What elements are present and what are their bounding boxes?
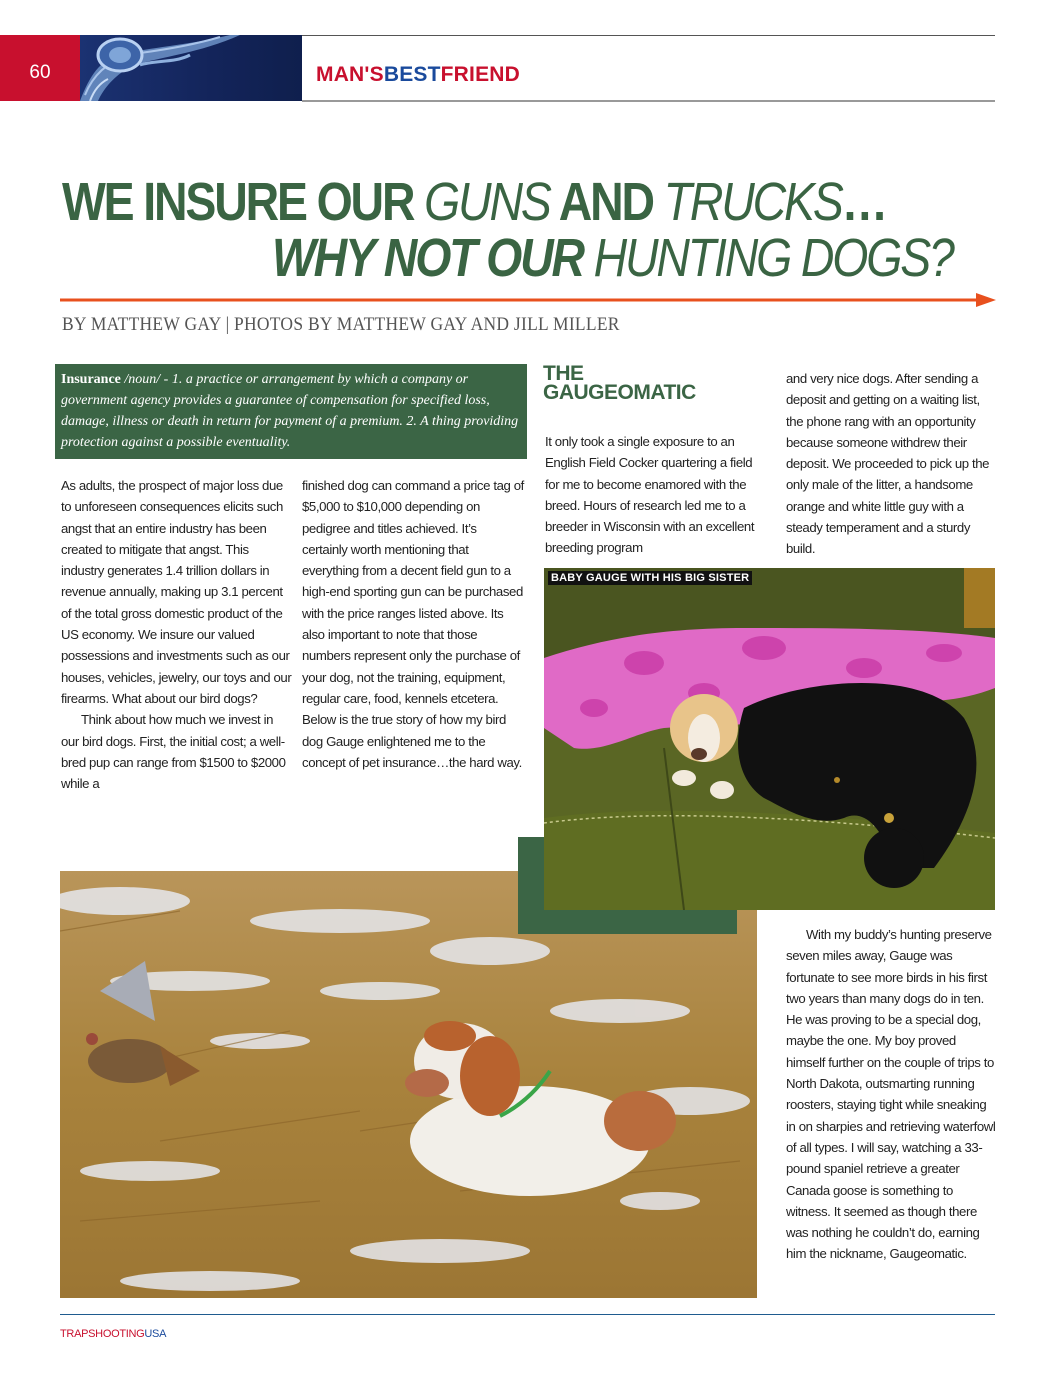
photo-baby-gauge-with-sister: [544, 568, 995, 910]
headline-line-1: WE INSURE OUR GUNS AND TRUCKS…: [62, 172, 886, 232]
body-column-2: [302, 475, 524, 773]
paragraph: finished dog can command a price tag of $5,000 to $10,000 depending on pedigree and titles achieved. It’s certainly worth mentioning that everything from a decent field gun to a high-end sporting gun can be purchased with the price ranges listed above. Its also important to note that those numbers represent only the purchase of your dog, not the training, equipment, regular care, food, kennels etcetera. Below is the true story of how my bird dog Gauge enlightened me to the concept of pet insurance…the hard way.: [302, 478, 524, 770]
puppy-and-lab-photo-icon: [544, 568, 995, 910]
paragraph: It only took a single exposure to an English Field Cocker quartering a field for me to become enamored with the breed. Hours of research led me to a breeder in Wisconsin with an excellent breeding program: [545, 434, 755, 556]
baroque-scroll-ornament-icon: [80, 35, 302, 101]
body-column-3: [545, 431, 767, 559]
spaniel-and-partridge-photo-icon: [60, 871, 757, 1298]
subhead-gaugeomatic: THE GAUGEOMATIC: [543, 362, 696, 404]
page-number: [0, 35, 80, 101]
header-rule-bottom: [302, 100, 995, 102]
headline-line-2: WHY NOT OUR HUNTING DOGS?: [272, 228, 953, 288]
definition-term: Insurance: [61, 372, 121, 387]
footer-brand: TRAPSHOOTINGUSA: [60, 1328, 167, 1340]
body-column-5: [786, 924, 998, 1265]
page-number-text: 60: [29, 62, 51, 83]
arrow-rule-icon: [60, 292, 996, 308]
header-rule-top: [302, 35, 995, 36]
photo-spaniel-flushing-bird: [60, 871, 757, 1298]
header-ornament: [80, 35, 302, 101]
definition-body: /noun/ - 1. a practice or arrangement by which a company or government agency provides a guarantee of compensation for specified loss, damage, illness or death in return for payment of a premium. 2. A thing providing protection against a possible eventuality.: [61, 372, 519, 450]
paragraph: With my buddy’s hunting preserve seven miles away, Gauge was fortunate to see more birds in his first two years than many dogs do in ten. He was proving to be a special dog, maybe the one. My boy proved himself further on the couple of trips to North Dakota, outsmarting running roosters, staying tight while sneaking in on sharpies and retrieving waterfowl of all types. I will say, watching a 33-pound spaniel retrieve a greater Canada goose is something to witness. It seemed as though there was nothing he couldn’t do, earning him the nickname, Gaugeomatic.: [786, 927, 996, 1262]
section-title: MAN'SBESTFRIEND: [316, 63, 521, 86]
footer-rule: [60, 1314, 995, 1315]
paragraph: Think about how much we invest in our bird dogs. First, the initial cost; a well-bred pup can range from $1500 to $2000 while a: [61, 712, 286, 792]
byline: BY MATTHEW GAY | PHOTOS BY MATTHEW GAY AND JILL MILLER: [62, 314, 620, 335]
definition-box: [55, 364, 527, 459]
body-column-1: [61, 475, 293, 794]
paragraph: and very nice dogs. After sending a deposit and getting on a waiting list, the phone rang with an opportunity because someone withdrew their deposit. We proceeded to pick up the only male of the litter, a handsome orange and white little guy with a steady temperament and a sturdy build.: [786, 371, 990, 557]
photo-caption: BABY GAUGE WITH HIS BIG SISTER: [548, 571, 752, 585]
paragraph: As adults, the prospect of major loss due to unforeseen consequences elicits such angst that an entire industry has been created to mitigate that angst. This industry generates 1.4 trillion dollars in revenue annually, making up 3.1 percent of the total gross domestic product of the US economy. We insure our valued possessions and investments such as our houses, vehicles, jewelry, our toys and our firearms. What about our bird dogs?: [61, 478, 292, 706]
body-column-4: [786, 368, 998, 560]
